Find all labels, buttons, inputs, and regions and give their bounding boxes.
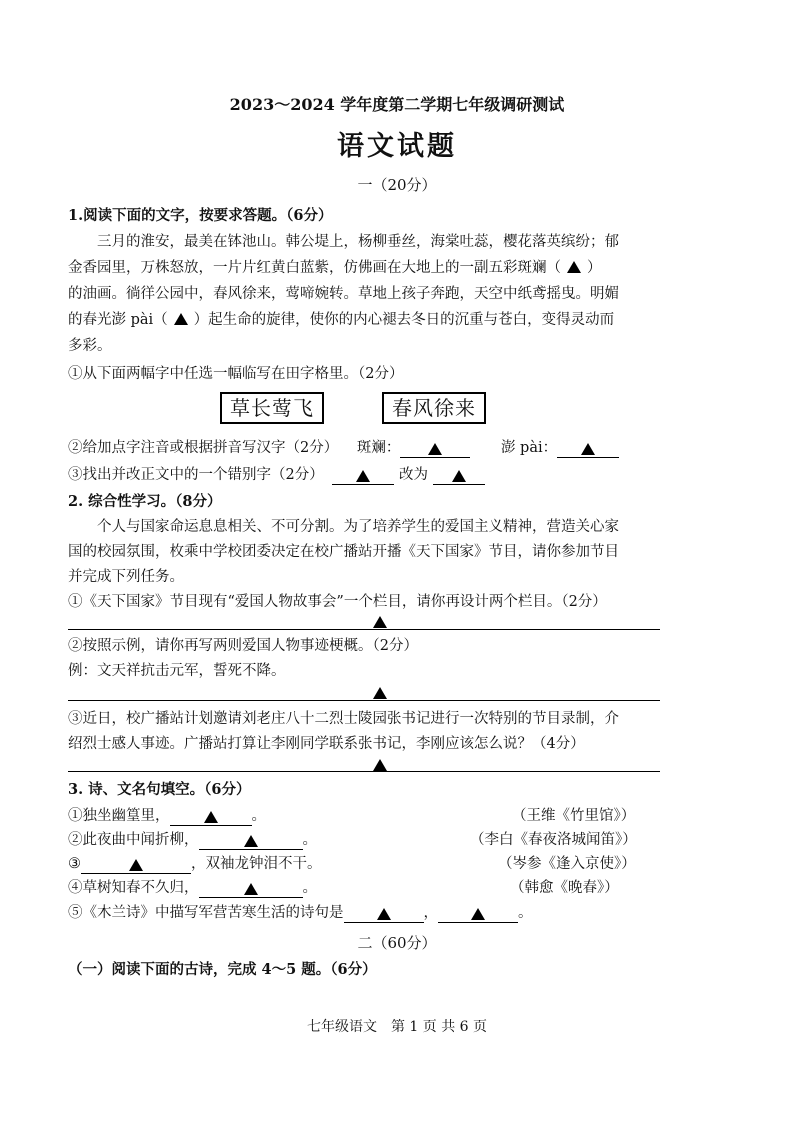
blank-triangle-icon — [129, 859, 143, 871]
answer-blank[interactable] — [81, 856, 191, 874]
blank-triangle-icon — [356, 470, 370, 482]
answer-blank[interactable] — [170, 808, 252, 826]
blank-triangle-icon — [174, 313, 188, 325]
q3-line4-pre: ④草树知春不久归， — [68, 880, 199, 896]
calligraphy-text-2: 春风徐来 — [382, 392, 486, 424]
q3-line3-post: ，双袖龙钟泪不干。 — [191, 856, 322, 872]
q3-line2-pre: ②此夜曲中闻折柳， — [68, 832, 199, 848]
answer-blank[interactable] — [199, 832, 303, 850]
q3-line1-post: 。 — [251, 808, 266, 824]
subject-title: 语文试题 — [337, 131, 457, 162]
q1-passage-line5: 多彩。 — [68, 338, 112, 354]
calligraphy-box-1 — [220, 392, 324, 424]
q1-sub3-text: ③找出并改正文中的一个错别字（2分） — [68, 467, 324, 483]
q2-sub2: ②按照示例，请你再写两则爱国人物事迹梗概。（2分） — [68, 638, 418, 654]
q3-source-3: （岑参《逢入京使》） — [498, 856, 636, 872]
q3-source-1: （王维《竹里馆》） — [512, 808, 636, 824]
q1-passage-line4-text: 的春光澎 pài（ — [68, 312, 168, 328]
q3-line-2 — [68, 830, 317, 850]
q1-sub2-text: ②给加点字注音或根据拼音写汉字（2分） — [68, 440, 339, 456]
q3-source-4: （韩愈《晚春》） — [510, 880, 619, 896]
q2-title: 2. 综合性学习。（8分） — [68, 493, 222, 510]
q3-line5-mid: ， — [423, 905, 438, 921]
blank-triangle-icon — [567, 261, 581, 273]
calligraphy-text-1: 草长莺飞 — [220, 392, 324, 424]
answer-blank[interactable] — [344, 905, 424, 923]
blank-triangle-icon — [244, 835, 258, 847]
q1-passage — [68, 232, 668, 362]
answer-line[interactable] — [68, 629, 660, 630]
answer-blank[interactable] — [433, 467, 485, 485]
blank-triangle-icon — [428, 443, 442, 455]
blank-triangle-icon — [377, 908, 391, 920]
blank-triangle-icon — [581, 443, 595, 455]
q3-source-2: （李白《春夜洛城闻笛》） — [470, 832, 637, 848]
blank-triangle-icon — [452, 470, 466, 482]
q1-passage-line2 — [68, 258, 668, 284]
q3-line3-pre: ③ — [68, 856, 81, 872]
q2-sub3 — [68, 709, 678, 759]
q1-sub3 — [68, 465, 485, 485]
q1-passage-line3: 的油画。徜徉公园中，春风徐来，莺啼婉转。草地上孩子奔跑，天空中纸鸢摇曳。明媚 — [68, 286, 619, 302]
q3-line-3 — [68, 854, 322, 874]
answer-blank[interactable] — [557, 440, 619, 458]
q1-title: 1.阅读下面的文字，按要求答题。（6分） — [68, 207, 333, 224]
q1-sub3-change-to: 改为 — [398, 467, 428, 483]
q3-line5-pre: ⑤《木兰诗》中描写军营苦寒生活的诗句是 — [68, 905, 344, 921]
answer-blank[interactable] — [400, 440, 470, 458]
blank-triangle-icon — [204, 811, 218, 823]
q2-passage-line1: 个人与国家命运息息相关、不可分割。为了培养学生的爱国主义精神，营造关心家 — [97, 519, 619, 535]
q1-passage-line4 — [68, 310, 668, 336]
q2-example: 例：文天祥抗击元军，誓死不降。 — [68, 663, 286, 679]
blank-triangle-icon — [244, 883, 258, 895]
calligraphy-box-2 — [382, 392, 486, 424]
q2-passage-line3: 并完成下列任务。 — [68, 569, 184, 585]
blank-triangle-icon — [471, 908, 485, 920]
part2-subtitle: （一）阅读下面的古诗，完成 4～5 题。（6分） — [68, 961, 377, 978]
blank-triangle-icon — [373, 687, 387, 699]
answer-blank[interactable] — [199, 880, 303, 898]
q1-sub2-word2: 澎 pài： — [500, 440, 558, 456]
answer-blank[interactable] — [332, 467, 394, 485]
q1-passage-line1: 三月的淮安，最美在钵池山。韩公堤上，杨柳垂丝，海棠吐蕊，樱花落英缤纷；郁 — [97, 234, 619, 250]
q3-line4-post: 。 — [302, 880, 317, 896]
q1-passage-line2-text: 金香园里，万株怒放，一片片红黄白蓝紫，仿佛画在大地上的一副五彩斑斓（ — [68, 260, 561, 276]
q3-line-4 — [68, 878, 317, 898]
q2-passage-line2: 国的校园氛围，枚乘中学校团委决定在校广播站开播《天下国家》节目，请你参加节目 — [68, 544, 619, 560]
blank-triangle-icon — [373, 759, 387, 771]
q1-sub2-word1: 斑斓： — [356, 440, 401, 456]
q1-paren-close: ） — [587, 260, 602, 276]
q1-passage-line4-rest: ）起生命的旋律，使你的内心褪去冬日的沉重与苍白，变得灵动而 — [193, 312, 615, 328]
q3-line1-pre: ①独坐幽篁里， — [68, 808, 170, 824]
q2-sub3-line2: 绍烈士感人事迹。广播站打算让李刚同学联系张书记，李刚应该怎么说？（4分） — [68, 736, 585, 752]
answer-line[interactable] — [68, 771, 660, 772]
page-footer: 七年级语文 第 1 页 共 6 页 — [306, 1019, 488, 1035]
q3-line5-post: 。 — [518, 905, 533, 921]
q2-sub1: ①《天下国家》节目现有“爱国人物故事会”一个栏目，请你再设计两个栏目。（2分） — [68, 594, 607, 610]
q1-sub2 — [68, 438, 688, 458]
q2-passage — [68, 517, 668, 592]
answer-blank[interactable] — [438, 905, 518, 923]
answer-line[interactable] — [68, 700, 660, 701]
blank-triangle-icon — [373, 616, 387, 628]
q3-line-1 — [68, 806, 266, 826]
q3-line2-post: 。 — [302, 832, 317, 848]
q1-sub1: ①从下面两幅字中任选一幅临写在田字格里。（2分） — [68, 366, 404, 382]
q3-line-5 — [68, 903, 533, 923]
q2-sub3-line1: ③近日，校广播站计划邀请刘老庄八十二烈士陵园张书记进行一次特别的节目录制，介 — [68, 711, 619, 727]
section-two-heading: 二（60分） — [357, 934, 437, 952]
exam-title: 2023～2024 学年度第二学期七年级调研测试 — [229, 95, 565, 114]
q3-title: 3. 诗、文名句填空。（6分） — [68, 781, 251, 798]
section-one-heading: 一（20分） — [357, 176, 437, 194]
